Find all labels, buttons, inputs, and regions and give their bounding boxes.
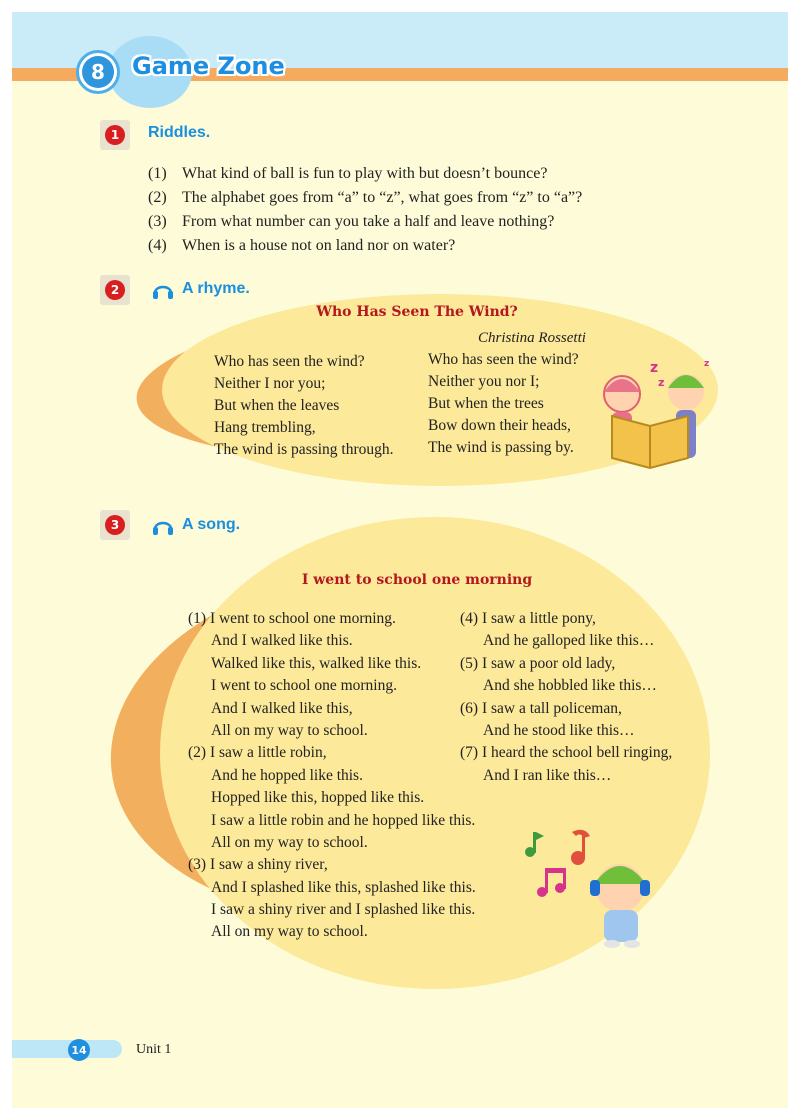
song-line: And he galloped like this…	[483, 632, 655, 650]
rhyme-number: 2	[105, 280, 125, 300]
child-with-headphones-illustration	[520, 822, 664, 952]
song-right-verses	[460, 608, 672, 787]
song-line: And I walked like this,	[211, 699, 353, 717]
song-line: Hopped like this, hopped like this.	[211, 789, 425, 807]
section-number-circle	[76, 50, 120, 94]
footer-bar	[12, 1040, 122, 1058]
poem-line: The wind is passing by.	[428, 439, 574, 456]
section-number: 8	[82, 56, 114, 88]
riddle-item: (3) From what number can you take a half and leave nothing?	[148, 213, 555, 230]
song-line: (7) I heard the school bell ringing,	[460, 744, 673, 762]
song-line: Walked like this, walked like this.	[211, 654, 422, 672]
textbook-page	[12, 12, 788, 1108]
song-line: And he stood like this…	[483, 721, 635, 739]
children-reading-illustration	[588, 354, 712, 474]
unit-label: Unit 1	[136, 1042, 172, 1057]
riddles-list	[148, 162, 582, 258]
rhyme-badge	[100, 275, 130, 305]
headphones-icon	[152, 516, 174, 536]
page-number: 14	[68, 1039, 90, 1061]
song-line: I saw a little robin and he hopped like this.	[211, 811, 476, 829]
song-line: All on my way to school.	[211, 923, 368, 941]
song-line: (6) I saw a tall policeman,	[460, 699, 622, 717]
song-line: (5) I saw a poor old lady,	[460, 654, 616, 672]
song-line: I saw a shiny river and I splashed like this.	[211, 901, 476, 919]
song-line: And he hopped like this.	[211, 766, 363, 784]
song-number: 3	[105, 515, 125, 535]
poem-line: The wind is passing through.	[214, 441, 394, 458]
riddle-item: (2) The alphabet goes from “a” to “z”, what goes from “z” to “a”?	[148, 189, 583, 206]
svg-text:z: z	[704, 359, 710, 369]
song-left-verses	[188, 608, 476, 944]
riddles-number: 1	[105, 125, 125, 145]
poem-line: Bow down their heads,	[428, 417, 571, 434]
song-heading: A song.	[182, 516, 241, 533]
riddle-item: (1) What kind of ball is fun to play with but doesn’t bounce?	[148, 165, 548, 182]
song-line: And I walked like this.	[211, 632, 353, 650]
song-line: All on my way to school.	[211, 833, 368, 851]
song-line: And she hobbled like this…	[483, 677, 657, 695]
song-line: And I ran like this…	[483, 766, 612, 784]
poem-left-stanza	[214, 351, 394, 461]
song-line: All on my way to school.	[211, 721, 368, 739]
poem-line: Neither I nor you;	[214, 375, 326, 392]
poem-line: But when the leaves	[214, 397, 340, 414]
poem-line: But when the trees	[428, 395, 544, 412]
song-title: I went to school one morning	[301, 572, 533, 588]
svg-text:z: z	[650, 360, 659, 376]
poem-line: Who has seen the wind?	[428, 351, 579, 368]
rhyme-heading: A rhyme.	[182, 280, 250, 297]
poem-line: Hang trembling,	[214, 419, 316, 436]
poem-line: Neither you nor I;	[428, 373, 540, 390]
svg-text:z: z	[658, 376, 665, 389]
song-line: (1) I went to school one morning.	[188, 610, 396, 627]
poem-right-stanza	[428, 349, 579, 459]
song-line: And I splashed like this, splashed like this.	[211, 878, 476, 896]
song-line: (2) I saw a little robin,	[188, 744, 327, 762]
poem-title: Who Has Seen The Wind?	[316, 304, 518, 320]
riddle-item: (4) When is a house not on land nor on water?	[148, 237, 456, 254]
page-title: Game Zone	[132, 52, 285, 80]
riddles-badge	[100, 120, 130, 150]
song-badge	[100, 510, 130, 540]
poem-line: Who has seen the wind?	[214, 353, 365, 370]
poem-author: Christina Rossetti	[478, 330, 586, 346]
song-line: (4) I saw a little pony,	[460, 610, 596, 627]
headphones-icon	[152, 280, 174, 300]
song-line: (3) I saw a shiny river,	[188, 856, 328, 874]
song-line: I went to school one morning.	[211, 677, 397, 695]
riddles-heading: Riddles.	[148, 124, 211, 141]
